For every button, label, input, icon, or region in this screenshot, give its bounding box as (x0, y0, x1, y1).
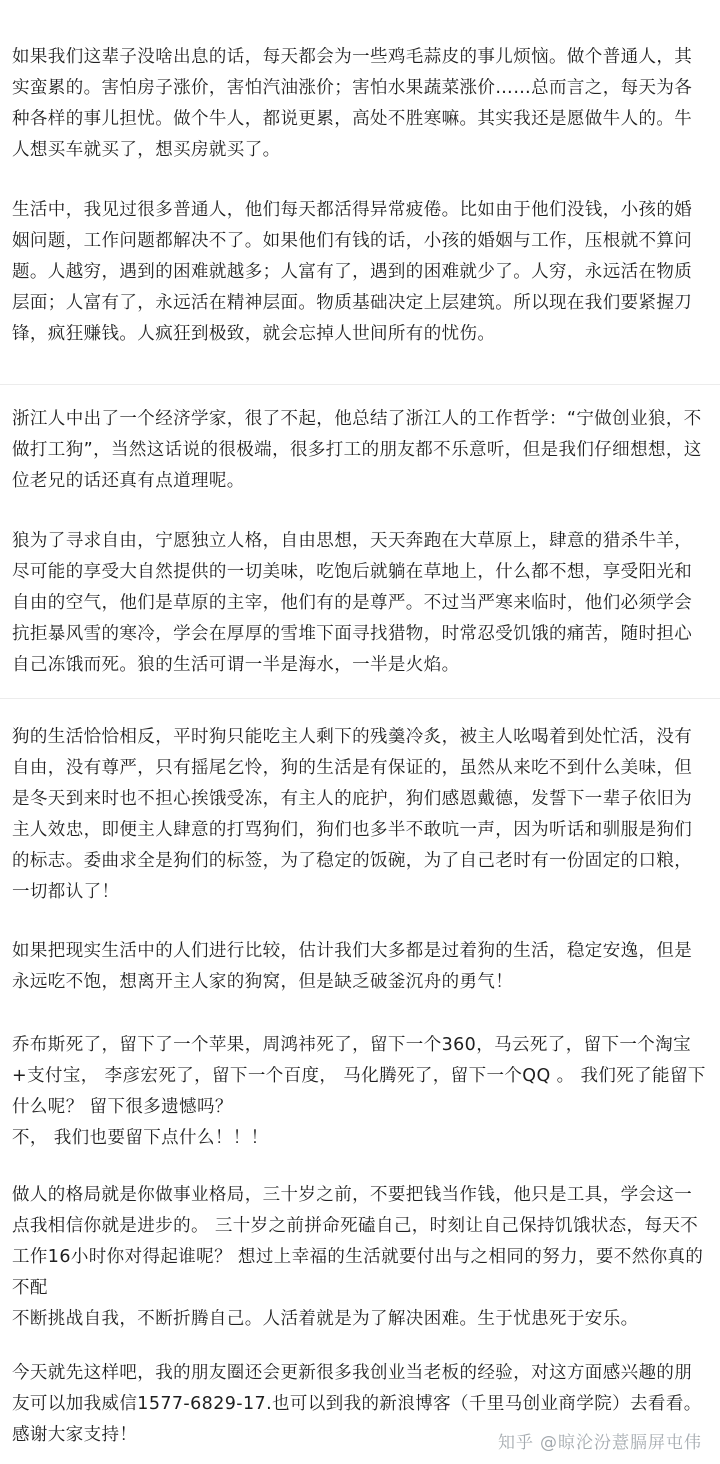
paragraph-comparison: 如果把现实生活中的人们进行比较，估计我们大多都是过着狗的生活，稳定安逸，但是永远吃不饱，想离开主人家的狗窝，但是缺乏破釜沉舟的勇气！ (12, 941, 693, 992)
panel-divider (0, 698, 720, 699)
paragraph-work-hard: 做人的格局就是你做事业格局，三十岁之前，不要把钱当作钱，他只是工具，学会这一点我相信你就是进步的。 三十岁之前拼命死磕自己，时刻让自己保持饥饿状态，每天不工作16小时你对得起谁呢？ 想过上幸福的生活就要付出与之相同的努力，要不然你真的不配 (12, 1185, 704, 1298)
paragraph-rich-poor: 生活中，我见过很多普通人，他们每天都活得异常疲倦。比如由于他们没钱，小孩的婚姻问题，工作问题都解决不了。如果他们有钱的话，小孩的婚姻与工作，压根就不算问题。人越穷，遇到的困难就越多；人富有了，遇到的困难就少了。人穷，永远活在物质层面；人富有了，永远活在精神层面。物质基础决定上层建筑。所以现在我们要紧握刀锋，疯狂赚钱。人疯狂到极致，就会忘掉人世间所有的忧伤。 (12, 200, 693, 344)
paragraph-ordinary-life: 如果我们这辈子没啥出息的话，每天都会为一些鸡毛蒜皮的事儿烦恼。做个普通人，其实蛮累的。害怕房子涨价，害怕汽油涨价；害怕水果蔬菜涨价……总而言之，每天为各种各样的事儿担忧。做个牛人，都说更累，高处不胜寒嘛。其实我还是愿做牛人的。牛人想买车就买了，想买房就买了。 (12, 47, 693, 160)
zhihu-watermark (498, 1428, 702, 1453)
paragraph-closing: 今天就先这样吧，我的朋友圈还会更新很多我创业当老板的经验，对这方面感兴趣的朋友可以加我威信1577-6829-17.也可以到我的新浪博客（千里马创业商学院）去看看。感谢大家支持！ (12, 1363, 702, 1445)
watermark-handle: @晾沦汾薏膈屏屯伟 (540, 1433, 702, 1453)
paragraph-legacy: 乔布斯死了，留下了一个苹果，周鸿祎死了，留下一个360，马云死了，留下一个淘宝+支付宝， 李彦宏死了，留下一个百度， 马化腾死了，留下一个QQ 。 我们死了能留下什么呢？ 留下很多遗憾吗？ (12, 1035, 706, 1117)
paragraph-wolf-life: 狼为了寻求自由，宁愿独立人格，自由思想，天天奔跑在大草原上，肆意的猎杀牛羊，尽可能的享受大自然提供的一切美味，吃饱后就躺在草地上，什么都不想，享受阳光和自由的空气，他们是草原的主宰，他们有的是尊严。不过当严寒来临时，他们必须学会抗拒暴风雪的寒冷，学会在厚厚的雪堆下面寻找猎物，时常忍受饥饿的痛苦，随时担心自己冻饿而死。狼的生活可谓一半是海水，一半是火焰。 (12, 531, 693, 675)
paragraph-resolve: 不， 我们也要留下点什么！！！ (12, 1128, 269, 1148)
watermark-brand: 知乎 (498, 1433, 534, 1453)
paragraph-wolf-philosophy: 浙江人中出了一个经济学家，很了不起，他总结了浙江人的工作哲学：“宁做创业狼，不做打工狗”，当然这话说的很极端，很多打工的朋友都不乐意听，但是我们仔细想想，这位老兄的话还真有点道理呢。 (12, 409, 702, 491)
paragraph-dog-life: 狗的生活恰恰相反，平时狗只能吃主人剩下的残羹冷炙，被主人吆喝着到处忙活，没有自由，没有尊严，只有摇尾乞怜，狗的生活是有保证的，虽然从来吃不到什么美味，但是冬天到来时也不担心挨饿受冻，有主人的庇护，狗们感恩戴德，发誓下一辈子依旧为主人效忠，即便主人肆意的打骂狗们，狗们也多半不敢吭一声，因为听话和驯服是狗们的标志。委曲求全是狗们的标签，为了稳定的饭碗，为了自己老时有一份固定的口粮，一切都认了！ (12, 727, 693, 902)
panel-divider (0, 384, 720, 385)
paragraph-challenge: 不断挑战自我，不断折腾自己。人活着就是为了解决困难。生于忧患死于安乐。 (12, 1309, 639, 1329)
